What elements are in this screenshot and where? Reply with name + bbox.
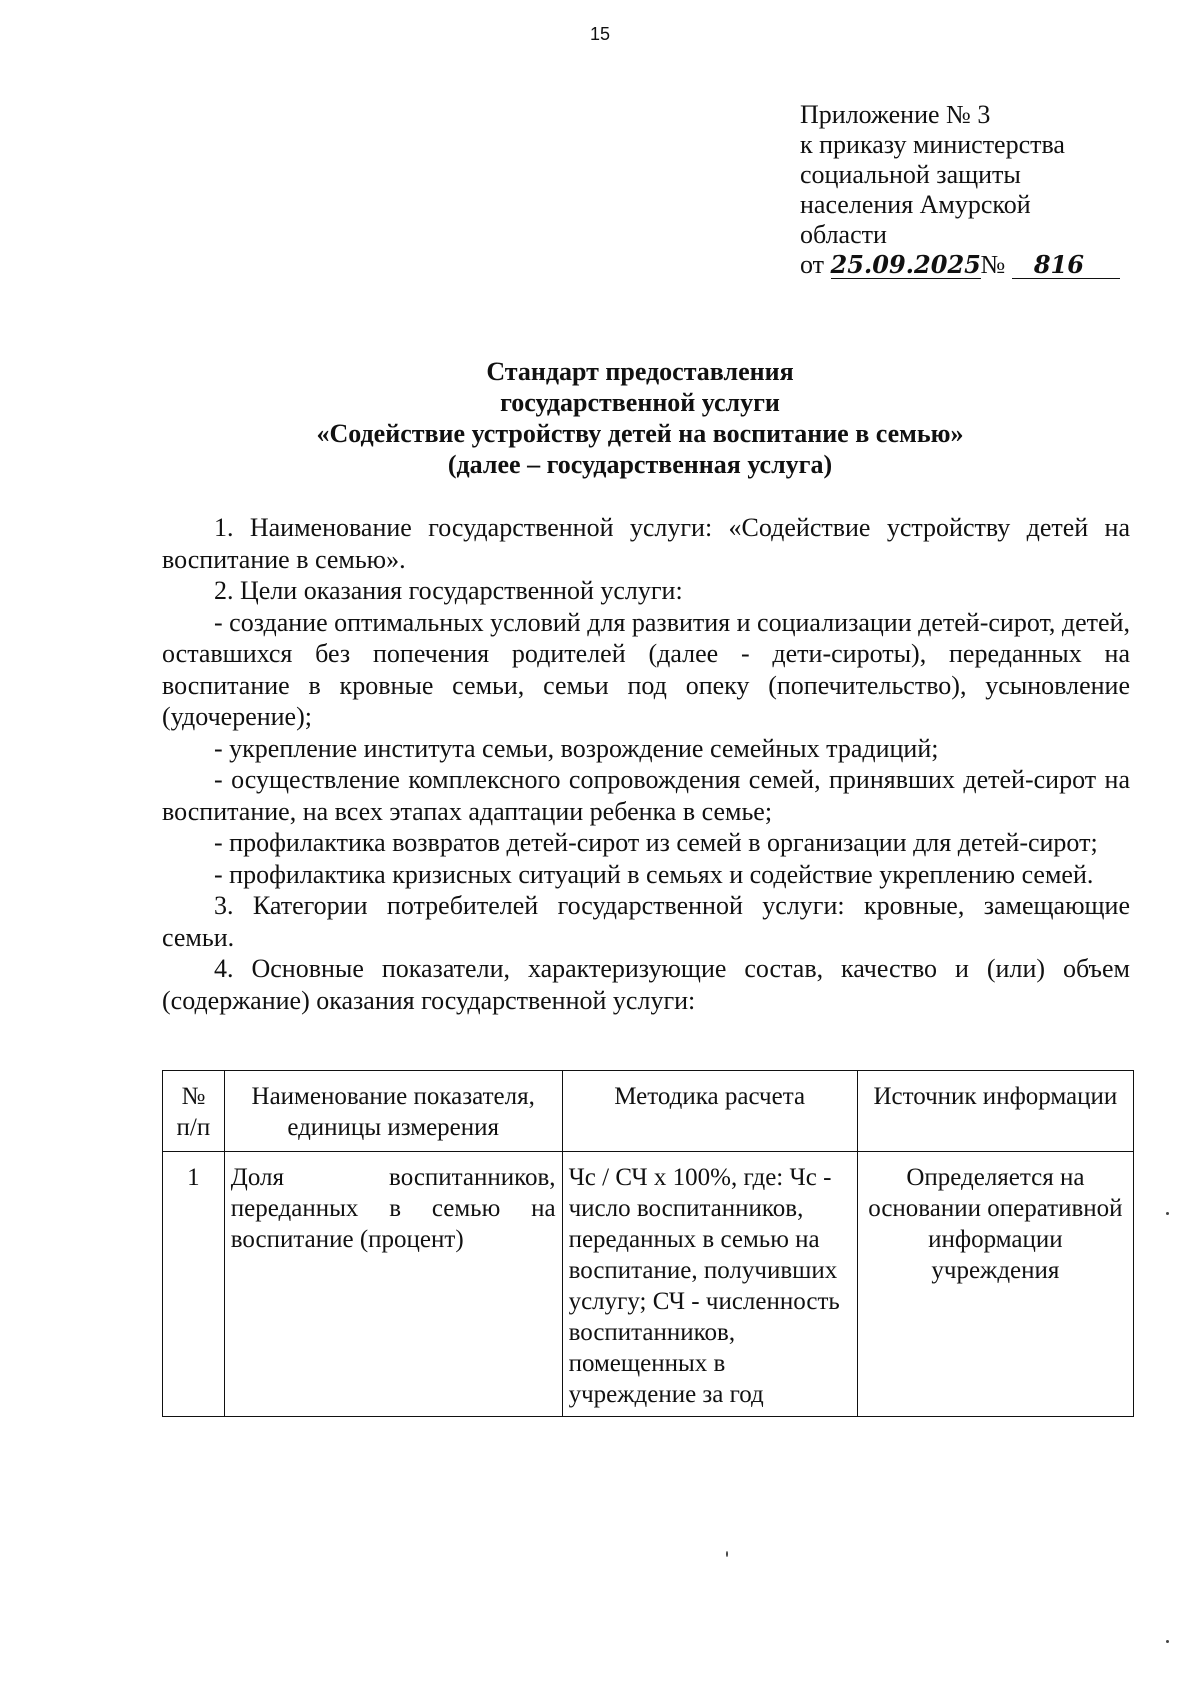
appendix-date-line [800,250,1130,280]
scan-speck [1166,1212,1169,1215]
appendix-line: населения Амурской [800,190,1031,219]
date-prefix: от [800,250,825,279]
header-num: № п/п [163,1071,225,1152]
paragraph: 2. Цели оказания государственной услуги: [214,576,683,605]
table-row [163,1152,1134,1417]
appendix-line: Приложение № 3 [800,100,991,129]
paragraph: - осуществление комплексного сопровождения семей, принявших детей-сирот на воспитание, на всех этапах адаптации ребенка в семье; [162,765,1130,826]
appendix-line: социальной защиты [800,160,1021,189]
document-title [150,356,1130,480]
appendix-block [800,100,1130,280]
paragraph: - профилактика возвратов детей-сирот из семей в организации для детей-сирот; [214,828,1098,857]
paragraph: 3. Категории потребителей государственной услуги: кровные, замещающие семьи. [162,891,1130,952]
paragraph: - укрепление института семьи, возрождение семейных традиций; [214,733,939,763]
header-source: Источник информации [857,1071,1133,1152]
handwritten-date: 25.09.2025 [830,250,981,279]
table-header-row [163,1071,1134,1152]
appendix-line: области [800,220,887,249]
cell-method: Чс / СЧ х 100%, где: Чс - число воспитанников, переданных в семью на воспитание, получивших услугу; СЧ - численность воспитанников, помещенных в учреждение за год [562,1152,857,1417]
document-body [162,512,1130,1016]
handwritten-number: 816 [1012,252,1120,279]
title-line: Стандарт предоставления [486,357,794,386]
number-sign: № [980,250,1006,279]
paragraph: - профилактика кризисных ситуаций в семьях и содействие укреплению семей. [214,859,1094,889]
paragraph: 1. Наименование государственной услуги: «Содействие устройству детей на воспитание в семью». [162,513,1130,574]
paragraph: - создание оптимальных условий для развития и социализации детей-сирот, детей, оставшихся без попечения родителей (далее - дети-сироты), переданных на воспитание в кровные семьи, семьи под опеку (попечительство), усыновление (удочерение); [162,607,1130,731]
scan-speck [726,1551,728,1557]
cell-source: Определяется на основании оперативной информации учреждения [857,1152,1133,1417]
paragraph: 4. Основные показатели, характеризующие состав, качество и (или) объем (содержание) оказания государственной услуги: [162,954,1130,1015]
scan-speck [1166,1640,1169,1643]
cell-name: Доля воспитанников, переданных в семью на воспитание (процент) [224,1152,562,1417]
appendix-line: к приказу министерства [800,130,1065,159]
title-line: «Содействие устройству детей на воспитание в семью» [316,419,964,448]
cell-num: 1 [163,1152,225,1417]
header-name: Наименование показателя, единицы измерения [224,1071,562,1152]
title-line: государственной услуги [500,388,780,417]
header-method: Методика расчета [562,1071,857,1152]
title-line: (далее – государственная услуга) [447,450,833,479]
page-number: 15 [589,24,611,44]
indicators-table [162,1070,1134,1417]
